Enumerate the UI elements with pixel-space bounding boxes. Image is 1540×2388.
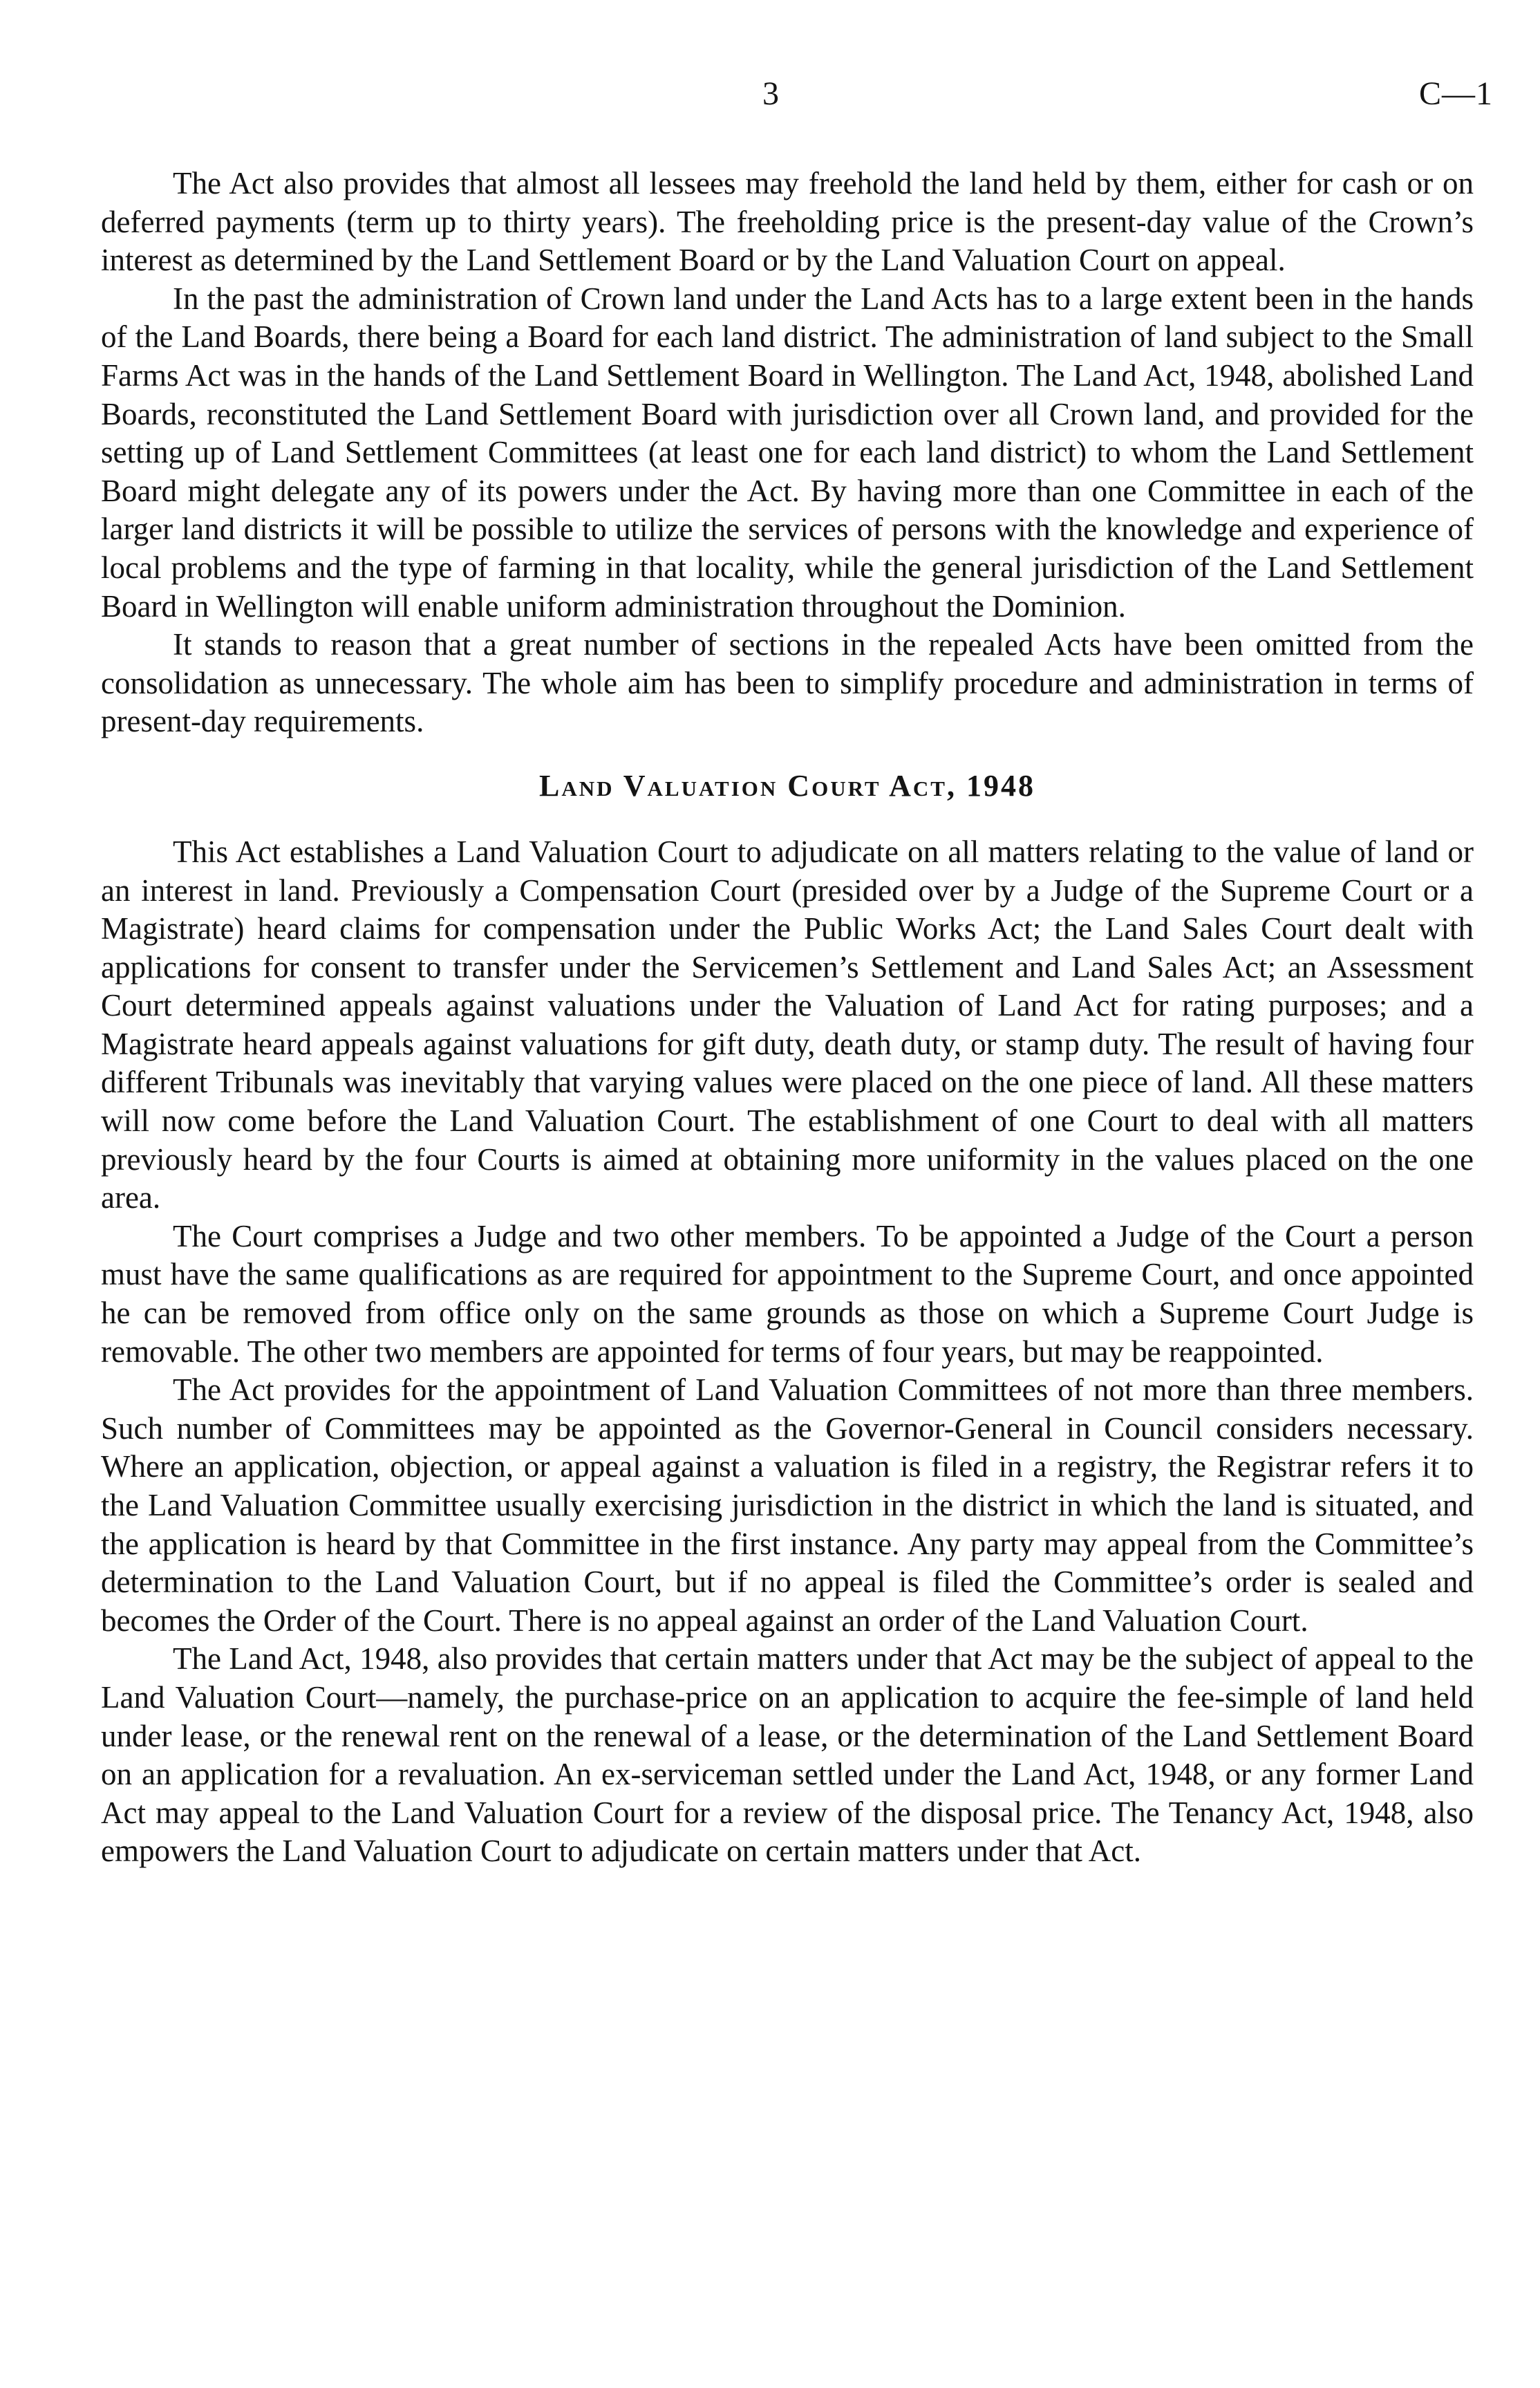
paragraph-administration: In the past the administration of Crown land under the Land Acts has to a large extent been in the hands of the Land Boards, there being a Board for each land district. The administration of land subject to the Small Farms Act was in the hands of the Land Settlement Board in Wellington. The Land Act, 1948, abolished Land Boards, reconstituted the Land Settlement Board with jurisdiction over all Crown land, and provided for the setting up of Land Settlement Committees (at least one for each land district) to whom the Land Settlement Board might delegate any of its powers under the Act. By having more than one Committee in each of the larger land districts it will be possible to utilize the services of persons with the knowledge and experience of local problems and the type of farming in that locality, while the general jurisdiction of the Land Settlement Board in Wellington will enable uniform administration throughout the Dominion. [101,281,1474,624]
paragraph-court-composition: The Court comprises a Judge and two other members. To be appointed a Judge of the Court a person must have the same qualifications as are required for appointment to the Supreme Court, and once appointed he can be removed from office only on the same grounds as those on which a Supreme Court Judge is removable. The other two members are appointed for terms of four years, but may be reappointed. [101,1218,1474,1369]
paragraph-valuation-committees: The Act provides for the appointment of Land Valuation Committees of not more than three members. Such number of Committees may be appointed as the Governor-General in Council considers necessary. Where an application, objection, or appeal against a valuation is filed in a registry, the Registrar refers it to the Land Valuation Committee usually exercising jurisdiction in the district in which the land is situated, and the application is heard by that Committee in the first instance. Any party may appeal from the Committee’s determination to the Land Valuation Court, but if no appeal is filed the Committee’s order is sealed and becomes the Order of the Court. There is no appeal against an order of the Land Valuation Court. [101,1372,1474,1638]
paragraph-freehold: The Act also provides that almost all lessees may freehold the land held by them, either for cash or on deferred payments (term up to thirty years). The freeholding price is the present-day value of the Crown’s interest as determined by the Land Settlement Board or by the Land Valuation Court on appeal. [101,166,1474,278]
paragraph-appeals: The Land Act, 1948, also provides that certain matters under that Act may be the subject of appeal to the Land Valuation Court—namely, the purchase-price on an application to acquire the fee-simple of land held under lease, or the renewal rent on the renewal of a lease, or the determination of the Land Settlement Board on an application for a revaluation. An ex-serviceman settled under the Land Act, 1948, or any former Land Act may appeal to the Land Valuation Court for a review of the disposal price. The Tenancy Act, 1948, also empowers the Land Valuation Court to adjudicate on certain matters under that Act. [101,1641,1474,1869]
paragraph-consolidation: It stands to reason that a great number of sections in the repealed Acts have been omitted from the consolidation as unnecessary. The whole aim has been to simplify procedure and administration in terms of present-day requirements. [101,627,1474,739]
section-heading: Land Valuation Court Act, 1948 [539,768,1035,803]
paragraph-court-establishment: This Act establishes a Land Valuation Court to adjudicate on all matters relating to the value of land or an interest in land. Previously a Compensation Court (presided over by a Judge of the Supreme Court or a Magistrate) heard claims for compensation under the Public Works Act; the Land Sales Court dealt with applications for consent to transfer under the Servicemen’s Settlement and Land Sales Act; an Assessment Court determined appeals against valuations under the Valuation of Land Act for rating purposes; and a Magistrate heard appeals against valuations for gift duty, death duty, or stamp duty. The result of having four different Tribunals was inevitably that varying values were placed on the one piece of land. All these matters will now come before the Land Valuation Court. The establishment of one Court to deal with all matters previously heard by the four Courts is aimed at obtaining more uniformity in the values placed on the one area. [101,834,1474,1215]
page-number: 3 [762,75,779,112]
body-text [101,165,1474,1871]
page-reference: C—1 [1418,75,1493,112]
